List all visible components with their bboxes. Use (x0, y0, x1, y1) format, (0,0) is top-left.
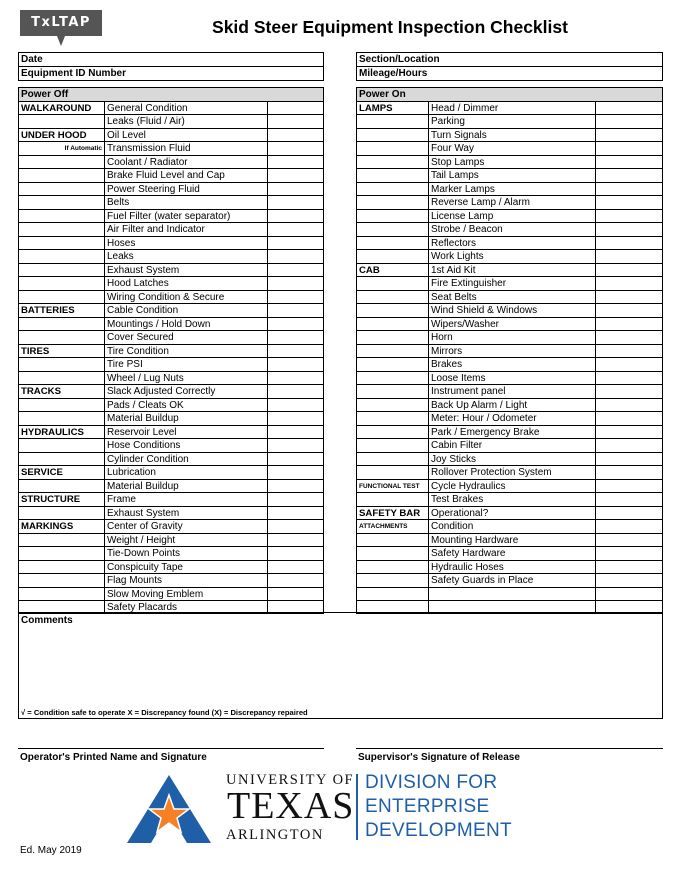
checklist-row[interactable] (357, 156, 662, 170)
checklist-item-label: Pads / Cleats OK (107, 399, 184, 411)
checklist-item-label: Brakes (431, 359, 463, 370)
checklist-row[interactable] (19, 115, 323, 129)
checklist-item-label: Air Filter and Indicator (107, 224, 205, 235)
checklist-row[interactable] (357, 210, 662, 224)
checklist-item-label: Coolant / Radiator (107, 156, 188, 168)
checklist-item-label: Marker Lamps (431, 183, 495, 195)
power-off-header: Power Off (21, 89, 69, 100)
checklist-item-label: Weight / Height (107, 534, 176, 546)
checklist-row[interactable] (357, 534, 662, 548)
checklist-item-label: Head / Dimmer (431, 102, 499, 114)
logo-divider (356, 774, 358, 840)
checklist-item-label: Slow Moving Emblem (107, 588, 204, 600)
checklist-row[interactable] (357, 304, 662, 318)
checklist-row[interactable] (19, 142, 323, 156)
checklist-row[interactable] (19, 412, 323, 426)
checklist-row[interactable] (357, 358, 662, 372)
checklist-item-label: Rollover Protection System (431, 467, 552, 478)
checklist-item-label: Belts (107, 197, 130, 208)
checklist-row[interactable] (19, 264, 323, 278)
checklist-row[interactable] (19, 466, 323, 480)
checklist-item-label: Mountings / Hold Down (107, 318, 211, 330)
checklist-row[interactable] (357, 115, 662, 129)
checklist-row[interactable] (357, 183, 662, 197)
checklist-row[interactable] (357, 169, 662, 183)
checklist-row[interactable] (19, 331, 323, 345)
checklist-row[interactable] (357, 196, 662, 210)
checklist-item-label: Slack Adjusted Correctly (107, 386, 216, 397)
power-on-header: Power On (359, 89, 406, 100)
checklist-row[interactable] (357, 412, 662, 426)
checklist-row[interactable] (19, 385, 323, 399)
checklist-row[interactable] (357, 345, 662, 359)
checklist-item-label: Cylinder Condition (107, 453, 189, 465)
checklist-item-label: Cover Secured (107, 332, 174, 343)
checklist-row[interactable] (357, 480, 662, 494)
checklist-row[interactable] (357, 439, 662, 453)
category-label: HYDRAULICS (21, 426, 84, 438)
checklist-row[interactable] (357, 142, 662, 156)
checklist-row[interactable] (19, 237, 323, 251)
uta-texas: TEXAS (227, 785, 355, 827)
checklist-item-label: Brake Fluid Level and Cap (107, 170, 225, 181)
checklist-item-label: Frame (107, 494, 136, 505)
checklist-item-label: Fuel Filter (water separator) (107, 210, 231, 222)
checklist-row[interactable] (357, 331, 662, 345)
category-label: FUNCTIONAL TEST (359, 482, 420, 490)
checklist-row[interactable] (357, 507, 662, 521)
category-label: UNDER HOOD (21, 129, 87, 141)
checklist-item-label: Mirrors (431, 345, 463, 357)
checklist-item-label: Loose Items (431, 372, 486, 384)
checklist-row[interactable] (357, 547, 662, 561)
checklist-item-label: Joy Sticks (431, 453, 477, 465)
supervisor-signature-line[interactable] (356, 748, 663, 749)
checklist-item-label: Condition (431, 521, 474, 532)
equipment-id-label: Equipment ID Number (21, 68, 127, 79)
checklist-item-label: Horn (431, 332, 453, 343)
checklist-item-label: Seat Belts (431, 291, 477, 303)
checklist-row[interactable] (19, 156, 323, 170)
edition-date: Ed. May 2019 (20, 845, 82, 856)
checklist-row[interactable] (357, 237, 662, 251)
checklist-item-label: Mounting Hardware (431, 534, 519, 546)
checklist-item-label: Four Way (431, 143, 474, 154)
checklist-item-label: General Condition (107, 102, 188, 114)
checklist-row[interactable] (19, 493, 323, 507)
checklist-row[interactable] (19, 183, 323, 197)
section-location-label: Section/Location (359, 54, 440, 65)
checklist-row[interactable] (19, 480, 323, 494)
checklist-row[interactable] (357, 372, 662, 386)
checklist-item-label: Tire PSI (107, 359, 143, 370)
checklist-item-label: Reservoir Level (107, 426, 177, 438)
power-off-checklist (18, 87, 324, 614)
checklist-row[interactable] (19, 520, 323, 534)
checklist-row[interactable] (19, 453, 323, 467)
category-label: STRUCTURE (21, 494, 81, 505)
checklist-item-label: Cable Condition (107, 305, 179, 316)
checklist-item-label: Fire Extinguisher (431, 278, 507, 289)
checklist-item-label: Instrument panel (431, 386, 506, 397)
checklist-item-label: Exhaust System (107, 507, 180, 519)
checklist-row[interactable] (357, 318, 662, 332)
checklist-item-label: Exhaust System (107, 264, 180, 276)
checklist-item-label: Wheel / Lug Nuts (107, 372, 184, 384)
checklist-item-label: Hydraulic Hoses (431, 561, 504, 573)
checklist-row[interactable] (357, 102, 662, 116)
header-fields-right (356, 52, 663, 81)
checklist-row[interactable] (357, 453, 662, 467)
checklist-row[interactable] (19, 196, 323, 210)
comments-box[interactable] (18, 612, 663, 719)
checklist-item-label: Test Brakes (431, 494, 484, 505)
condition-legend: √ = Condition safe to operate X = Discrepancy found (X) = Discrepancy repaired (21, 708, 308, 717)
checklist-item-label: Wipers/Washer (431, 318, 499, 330)
checklist-row[interactable] (19, 547, 323, 561)
checklist-item-label: Leaks (107, 251, 134, 262)
checklist-row[interactable] (19, 291, 323, 305)
checklist-item-label: Parking (431, 116, 465, 127)
checklist-item-label: Flag Mounts (107, 575, 163, 586)
checklist-item-label: Stop Lamps (431, 156, 485, 168)
division-line-1: DIVISION FOR (365, 772, 498, 793)
checklist-item-label: License Lamp (431, 210, 494, 222)
checklist-row[interactable] (19, 372, 323, 386)
checklist-row[interactable] (19, 210, 323, 224)
operator-signature-line[interactable] (18, 748, 324, 749)
checklist-item-label: Lubrication (107, 467, 156, 478)
checklist-row[interactable] (19, 399, 323, 413)
category-label: TRACKS (21, 386, 61, 397)
checklist-row[interactable] (357, 250, 662, 264)
checklist-item-label: Work Lights (431, 251, 484, 262)
category-label: CAB (359, 264, 380, 276)
checklist-row[interactable] (19, 169, 323, 183)
checklist-item-label: Oil Level (107, 129, 146, 141)
checklist-row[interactable] (357, 493, 662, 507)
checklist-item-label: Back Up Alarm / Light (431, 399, 528, 411)
date-label: Date (21, 54, 43, 65)
txltap-logo (20, 10, 102, 48)
checklist-row[interactable] (357, 466, 662, 480)
checklist-item-label: Operational? (431, 507, 489, 519)
checklist-item-label: 1st Aid Kit (431, 264, 476, 276)
checklist-item-label: Hood Latches (107, 278, 169, 289)
power-on-checklist (356, 87, 663, 614)
supervisor-signature-label: Supervisor's Signature of Release (358, 752, 520, 763)
checklist-row[interactable] (357, 223, 662, 237)
checklist-row[interactable] (19, 250, 323, 264)
checklist-item-label: Safety Hardware (431, 548, 506, 559)
checklist-row[interactable] (19, 561, 323, 575)
category-label: SAFETY BAR (359, 507, 421, 519)
checklist-item-label: Meter: Hour / Odometer (431, 413, 537, 424)
checklist-item-label: Material Buildup (107, 480, 179, 492)
checklist-item-label: Wiring Condition & Secure (107, 291, 225, 303)
checklist-item-label: Turn Signals (431, 129, 487, 141)
checklist-row[interactable] (357, 264, 662, 278)
category-label: ATTACHMENTS (359, 523, 408, 530)
checklist-item-label: Safety Guards in Place (431, 575, 534, 586)
uta-arlington: ARLINGTON (226, 827, 324, 843)
checklist-item-label: Tie-Down Points (107, 548, 180, 559)
checklist-item-label: Reflectors (431, 237, 477, 249)
checklist-item-label: Transmission Fluid (107, 143, 191, 154)
checklist-row[interactable] (19, 318, 323, 332)
checklist-item-label: Tail Lamps (431, 170, 479, 181)
checklist-row[interactable] (357, 561, 662, 575)
checklist-item-label: Safety Placards (107, 602, 178, 613)
checklist-row[interactable] (357, 520, 662, 534)
checklist-row[interactable] (19, 534, 323, 548)
checklist-row[interactable] (19, 507, 323, 521)
checklist-item-label: Tire Condition (107, 345, 169, 357)
checklist-row[interactable] (19, 102, 323, 116)
checklist-item-label: Center of Gravity (107, 521, 183, 532)
checklist-row[interactable] (19, 277, 323, 291)
category-label: WALKAROUND (21, 102, 92, 114)
checklist-item-label: Reverse Lamp / Alarm (431, 197, 530, 208)
checklist-row[interactable] (19, 304, 323, 318)
checklist-row[interactable] (357, 399, 662, 413)
page-title: Skid Steer Equipment Inspection Checklist (212, 17, 568, 37)
txltap-logo-text: TxLTAP (31, 15, 91, 30)
checklist-item-label: Cycle Hydraulics (431, 480, 506, 492)
checklist-item-label: Cabin Filter (431, 440, 483, 451)
checklist-row[interactable] (357, 574, 662, 588)
division-line-3: DEVELOPMENT (365, 820, 512, 841)
checklist-item-label: Wind Shield & Windows (431, 305, 538, 316)
comments-label: Comments (21, 615, 73, 626)
uta-star-logo (125, 773, 213, 845)
division-line-2: ENTERPRISE (365, 796, 490, 817)
checklist-row[interactable] (19, 439, 323, 453)
header-fields-left (18, 52, 324, 81)
category-label: TIRES (21, 345, 50, 357)
checklist-item-label: Material Buildup (107, 413, 179, 424)
checklist-row[interactable] (19, 129, 323, 143)
category-label: MARKINGS (21, 521, 74, 532)
mileage-hours-label: Mileage/Hours (359, 68, 428, 79)
checklist-row[interactable] (19, 345, 323, 359)
checklist-item-label: Strobe / Beacon (431, 224, 503, 235)
checklist-item-label: Power Steering Fluid (107, 183, 200, 195)
checklist-row[interactable] (357, 277, 662, 291)
checklist-item-label: Hoses (107, 237, 136, 249)
checklist-row[interactable] (357, 129, 662, 143)
checklist-row[interactable] (357, 426, 662, 440)
checklist-item-label: Hose Conditions (107, 440, 181, 451)
category-label: SERVICE (21, 467, 63, 478)
checklist-row[interactable] (19, 588, 323, 602)
checklist-row[interactable] (19, 358, 323, 372)
checklist-row[interactable] (357, 385, 662, 399)
checklist-row[interactable] (357, 291, 662, 305)
checklist-item-label: Leaks (Fluid / Air) (107, 116, 185, 127)
uta-university-of: UNIVERSITY OF (226, 772, 355, 788)
category-label: If Automatic (64, 145, 102, 152)
checklist-row[interactable] (19, 223, 323, 237)
checklist-row[interactable] (19, 574, 323, 588)
category-label: BATTERIES (21, 305, 75, 316)
checklist-item-label: Park / Emergency Brake (431, 426, 540, 438)
checklist-row[interactable] (19, 426, 323, 440)
checklist-row[interactable] (357, 588, 662, 602)
category-label: LAMPS (359, 102, 393, 114)
checklist-item-label: Conspicuity Tape (107, 561, 183, 573)
operator-signature-label: Operator's Printed Name and Signature (20, 752, 207, 763)
